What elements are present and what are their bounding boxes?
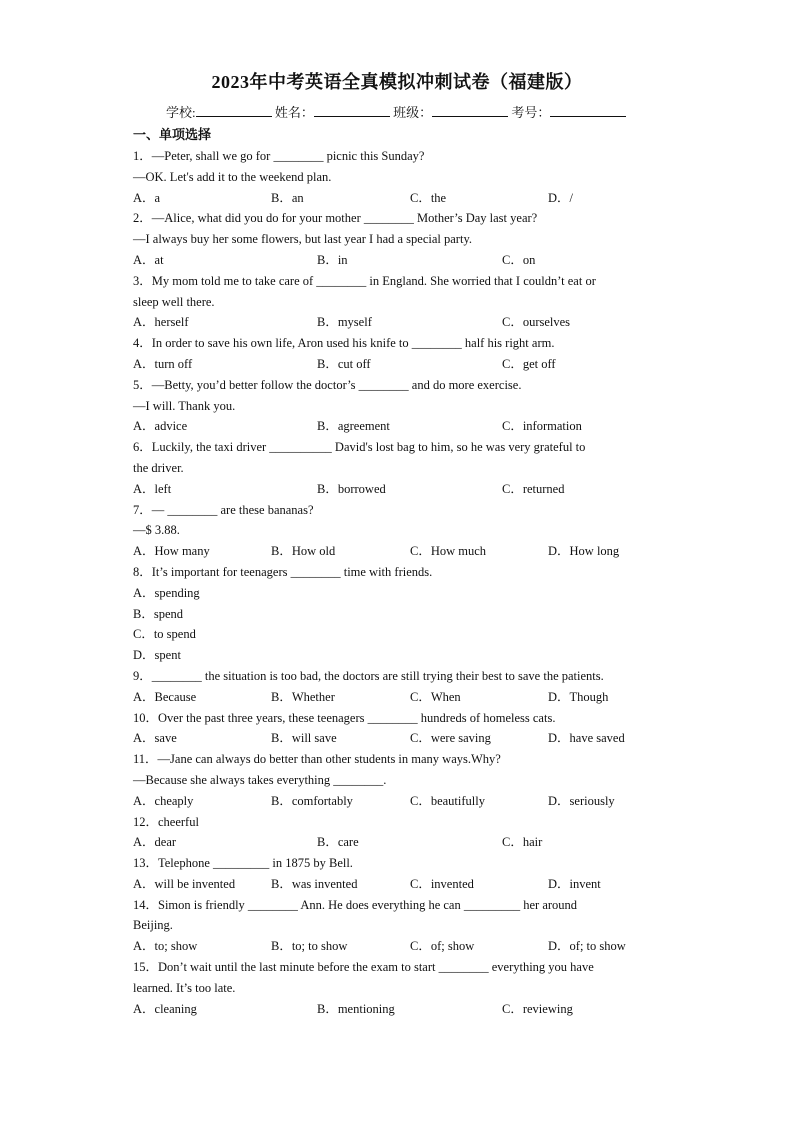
answer-option[interactable]: A．a (133, 190, 161, 205)
answer-option[interactable]: B．was invented (271, 876, 358, 891)
answer-options-row (133, 791, 663, 812)
question-6 (133, 437, 663, 499)
answer-options-row (133, 936, 663, 957)
answer-option[interactable]: D．Though (548, 689, 609, 704)
class-blank[interactable] (432, 104, 508, 117)
exam-no-blank[interactable] (550, 104, 626, 117)
answer-option[interactable]: C．information (502, 419, 582, 434)
answer-option[interactable]: A．cheaply (133, 793, 194, 808)
answer-options-row (133, 832, 663, 853)
question-3 (133, 271, 663, 333)
answer-option[interactable]: A．left (133, 481, 172, 496)
answer-options-row (133, 250, 663, 271)
answer-option[interactable]: A．turn off (133, 356, 193, 371)
answer-options-row (133, 479, 663, 500)
answer-option[interactable]: A．spending (133, 585, 200, 600)
school-blank[interactable] (196, 104, 272, 117)
school-label: 学校: (166, 105, 196, 120)
question-text: —$ 3.88. (133, 523, 180, 538)
answer-option[interactable]: C．beautifully (410, 793, 485, 808)
question-text: 5．—Betty, you’d better follow the doctor’s ________ and do more exercise. (133, 377, 522, 392)
question-7 (133, 500, 663, 562)
answer-option[interactable]: D．/ (548, 190, 574, 205)
question-text: sleep well there. (133, 294, 215, 309)
answer-option[interactable]: C．hair (502, 835, 543, 850)
question-text: 1．—Peter, shall we go for ________ picnic this Sunday? (133, 149, 425, 163)
answer-option[interactable]: B．Whether (271, 689, 335, 704)
answer-option[interactable]: B．in (317, 252, 348, 267)
question-text: 7．— ________ are these bananas? (133, 502, 314, 517)
question-text: learned. It’s too late. (133, 980, 236, 995)
page-title: 2023年中考英语全真模拟冲刺试卷（福建版） (211, 72, 583, 92)
answer-option[interactable]: D．seriously (548, 793, 615, 808)
answer-option[interactable]: A．cleaning (133, 1001, 197, 1016)
question-text: 3．My mom told me to take care of ________ in England. She worried that I couldn’t eat or (133, 273, 596, 288)
question-text: 4．In order to save his own life, Aron used his knife to ________ half his right arm. (133, 336, 555, 351)
question-text: 2．—Alice, what did you do for your mother ________ Mother’s Day last year? (133, 211, 538, 226)
section-heading: 一、单项选择 (133, 127, 212, 142)
exam-no-label: 考号： (511, 105, 551, 120)
question-11 (133, 749, 663, 811)
answer-option[interactable]: B．cut off (317, 356, 371, 371)
answer-option[interactable]: B．an (271, 190, 304, 205)
answer-option[interactable]: A．herself (133, 315, 189, 330)
question-text: the driver. (133, 460, 184, 475)
answer-option[interactable]: A．How many (133, 544, 210, 559)
answer-option[interactable]: B．How old (271, 544, 336, 559)
question-text: —OK. Let's add it to the weekend plan. (133, 169, 332, 184)
answer-option[interactable]: B．myself (317, 315, 372, 330)
answer-option[interactable]: D．of; to show (548, 939, 626, 954)
answer-options-row (133, 687, 663, 708)
question-13 (133, 853, 663, 895)
answer-option[interactable]: A．advice (133, 419, 188, 434)
class-label: 班级： (393, 105, 433, 120)
name-blank[interactable] (314, 104, 390, 117)
question-text: 8．It’s important for teenagers ________ time with friends. (133, 564, 433, 579)
answer-option[interactable]: D．invent (548, 876, 601, 891)
question-text: 14．Simon is friendly ________ Ann. He does everything he can _________ her around (133, 897, 578, 912)
question-5 (133, 375, 663, 437)
answer-option[interactable]: D．have saved (548, 731, 625, 746)
answer-options-row (133, 312, 663, 333)
answer-option[interactable]: C．How much (410, 544, 487, 559)
answer-option[interactable]: B．spend (133, 606, 184, 621)
answer-option[interactable]: C．reviewing (502, 1001, 573, 1016)
question-4 (133, 333, 663, 375)
question-10 (133, 708, 663, 750)
answer-option[interactable]: C．ourselves (502, 315, 571, 330)
answer-option[interactable]: C．get off (502, 356, 556, 371)
answer-option[interactable]: A．Because (133, 689, 197, 704)
answer-option[interactable]: C．When (410, 689, 461, 704)
question-2 (133, 208, 663, 270)
answer-options-row (133, 354, 663, 375)
answer-option[interactable]: B．mentioning (317, 1001, 395, 1016)
answer-option[interactable]: A．dear (133, 835, 177, 850)
question-1 (133, 146, 663, 208)
answer-option[interactable]: B．borrowed (317, 481, 386, 496)
question-12 (133, 812, 663, 854)
question-text: 9．________ the situation is too bad, the doctors are still trying their best to save the patients. (133, 668, 604, 683)
question-text: —I will. Thank you. (133, 398, 236, 413)
question-list (133, 146, 663, 1019)
answer-option[interactable]: D．spent (133, 648, 181, 663)
answer-option[interactable]: B．to; to show (271, 939, 348, 954)
answer-option[interactable]: B．will save (271, 731, 337, 746)
answer-option[interactable]: C．invented (410, 876, 474, 891)
question-text: —I always buy her some flowers, but last year I had a special party. (133, 232, 473, 247)
answer-option[interactable]: A．to; show (133, 939, 198, 954)
answer-option[interactable]: B．comfortably (271, 793, 353, 808)
answer-options-row (133, 874, 663, 895)
answer-options-row (133, 541, 663, 562)
question-text: 6．Luckily, the taxi driver __________ David's lost bag to him, so he was very grateful to (133, 440, 586, 455)
answer-option[interactable]: D．How long (548, 544, 620, 559)
answer-option[interactable]: C．of; show (410, 939, 475, 954)
question-14 (133, 895, 663, 957)
answer-option[interactable]: A．will be invented (133, 876, 236, 891)
answer-option[interactable]: A．save (133, 731, 177, 746)
question-8 (133, 562, 663, 666)
answer-options-row (133, 728, 663, 749)
name-label: 姓名： (274, 105, 314, 120)
question-text: 10．Over the past three years, these teenagers ________ hundreds of homeless cats. (133, 710, 556, 725)
answer-option[interactable]: A．at (133, 252, 164, 267)
answer-option[interactable]: C．to spend (133, 627, 196, 642)
answer-options-row (133, 999, 663, 1020)
question-text: 13．Telephone _________ in 1875 by Bell. (133, 856, 353, 871)
question-text: —Because she always takes everything ________. (133, 772, 387, 787)
answer-option[interactable]: C．the (410, 190, 447, 205)
answer-options-row (133, 416, 663, 437)
answer-option[interactable]: C．on (502, 252, 536, 267)
question-text: Beijing. (133, 918, 173, 933)
answer-option[interactable]: B．care (317, 835, 359, 850)
question-15 (133, 957, 663, 1019)
student-info-row (166, 102, 626, 121)
question-text: 11．—Jane can always do better than other students in many ways.Why? (133, 752, 501, 767)
question-text: 12．cheerful (133, 814, 199, 829)
question-9 (133, 666, 663, 708)
answer-options-row (133, 188, 663, 209)
answer-option[interactable]: C．returned (502, 481, 565, 496)
question-text: 15．Don’t wait until the last minute before the exam to start ________ everything you have (133, 960, 594, 975)
answer-option[interactable]: B．agreement (317, 419, 390, 434)
answer-option[interactable]: C．were saving (410, 731, 491, 746)
